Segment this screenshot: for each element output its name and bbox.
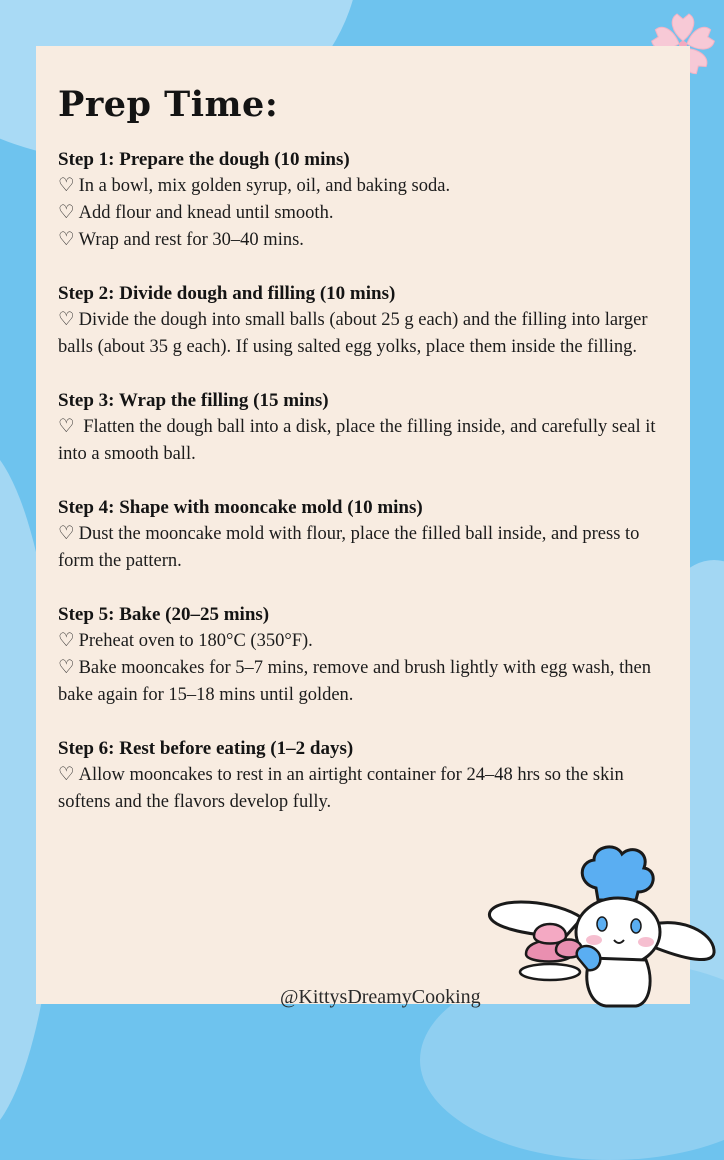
step-instruction xyxy=(58,200,670,227)
step-block xyxy=(58,387,670,468)
instruction-text: Add flour and knead until smooth. xyxy=(78,203,334,223)
step-instruction xyxy=(58,173,670,200)
heart-bullet-icon: ♡ xyxy=(58,765,75,785)
heart-bullet-icon: ♡ xyxy=(58,658,75,678)
step-block xyxy=(58,146,670,254)
step-block xyxy=(58,735,670,816)
heart-bullet-icon: ♡ xyxy=(58,631,75,651)
step-block xyxy=(58,494,670,575)
step-title: Step 6: Rest before eating (1–2 days) xyxy=(58,738,354,759)
step-instruction xyxy=(58,227,670,254)
heart-bullet-icon: ♡ xyxy=(58,230,75,250)
heart-bullet-icon: ♡ xyxy=(58,203,75,223)
heart-bullet-icon: ♡ xyxy=(58,417,75,437)
step-block xyxy=(58,280,670,361)
step-instruction xyxy=(58,521,670,575)
step-title: Step 4: Shape with mooncake mold (10 mins) xyxy=(58,497,423,518)
step-title: Step 2: Divide dough and filling (10 mins) xyxy=(58,283,396,304)
step-title: Step 5: Bake (20–25 mins) xyxy=(58,604,270,625)
heart-bullet-icon: ♡ xyxy=(58,310,75,330)
instruction-text: Divide the dough into small balls (about 25 g each) and the filling into larger balls (about 35 g each). If using salted egg yolks, place them inside the filling. xyxy=(58,310,653,357)
step-instruction xyxy=(58,762,670,816)
instruction-text: Bake mooncakes for 5–7 mins, remove and brush lightly with egg wash, then bake again for 15–18 mins until golden. xyxy=(58,658,656,705)
step-instruction xyxy=(58,655,670,709)
instruction-text: In a bowl, mix golden syrup, oil, and baking soda. xyxy=(78,176,451,196)
heart-bullet-icon: ♡ xyxy=(58,176,75,196)
step-instruction xyxy=(58,628,670,655)
chef-bunny-illustration xyxy=(486,840,720,1008)
step-instruction xyxy=(58,414,670,468)
steps-list xyxy=(58,146,670,842)
step-title: Step 3: Wrap the filling (15 mins) xyxy=(58,390,329,411)
step-title: Step 1: Prepare the dough (10 mins) xyxy=(58,149,350,170)
instruction-text: Preheat oven to 180°C (350°F). xyxy=(78,631,313,651)
footer-handle: @KittysDreamyCooking xyxy=(280,986,481,1008)
instruction-text: Dust the mooncake mold with flour, place the filled ball inside, and press to form the pattern. xyxy=(58,524,645,571)
page-title: Prep Time: xyxy=(58,84,279,125)
heart-bullet-icon: ♡ xyxy=(58,524,75,544)
instruction-text: Allow mooncakes to rest in an airtight container for 24–48 hrs so the skin softens and the flavors develop fully. xyxy=(58,765,629,812)
instruction-text: Flatten the dough ball into a disk, place the filling inside, and carefully seal it into a smooth ball. xyxy=(58,417,661,464)
step-instruction xyxy=(58,307,670,361)
step-block xyxy=(58,601,670,709)
instruction-text: Wrap and rest for 30–40 mins. xyxy=(78,230,304,250)
